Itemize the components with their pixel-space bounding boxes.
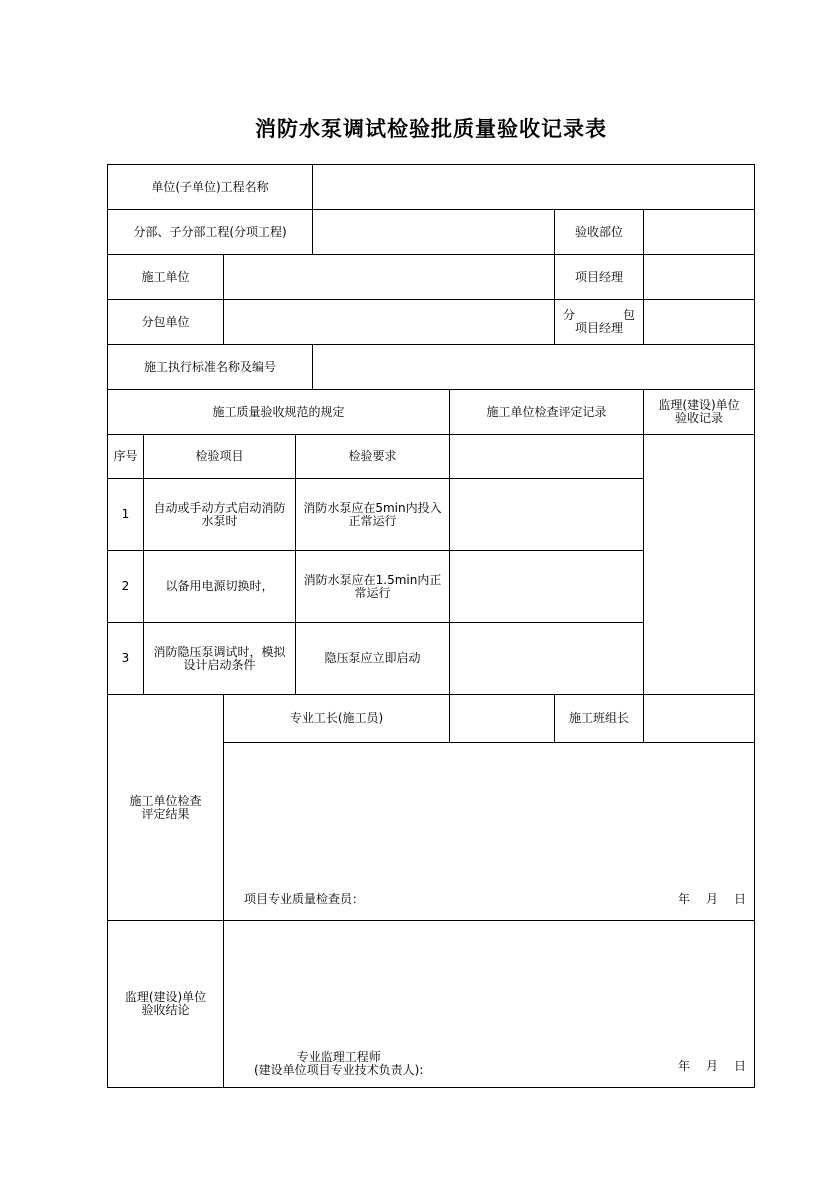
- form-title: 消防水泵调试检验批质量验收记录表: [255, 116, 607, 141]
- contractor-record-header-blank[interactable]: [450, 435, 644, 479]
- date-day: 日: [733, 892, 746, 906]
- subcontract-unit-label: 分包单位: [108, 300, 224, 345]
- conclusion-label: [108, 921, 224, 1088]
- conclusion-label-2: 验收结论: [141, 1003, 190, 1017]
- item-contractor-record[interactable]: [450, 551, 644, 623]
- supervisor-record-label: [644, 390, 755, 435]
- project-manager-label: 项目经理: [555, 255, 644, 300]
- date-year: 年: [677, 1059, 690, 1073]
- foreman-value[interactable]: [450, 695, 555, 743]
- item-requirement-line-2: 正常运行: [348, 513, 397, 528]
- check-result-label-1: 施工单位检查: [129, 793, 202, 808]
- supervisor-record-label-2: 验收记录: [674, 411, 723, 425]
- row-division: [108, 210, 755, 255]
- item-no: 2: [108, 551, 144, 623]
- item-requirement: [296, 623, 450, 695]
- item-name-line-2: 水泵时: [201, 513, 238, 528]
- conclusion-area[interactable]: [224, 921, 755, 1088]
- conclusion-label-1: 监理(建设)单位: [124, 990, 207, 1004]
- subcontract-pm-label: [555, 300, 644, 345]
- acceptance-part-label: 验收部位: [555, 210, 644, 255]
- division-value[interactable]: [313, 210, 555, 255]
- foreman-label: 专业工长(施工员): [224, 695, 450, 743]
- subcontract-unit-value[interactable]: [224, 300, 555, 345]
- unit-project-value[interactable]: [313, 165, 755, 210]
- item-name: [144, 479, 296, 551]
- item-name-line-1: 消防隐压泵调试时，模拟: [153, 644, 286, 659]
- item-no: 3: [108, 623, 144, 695]
- supervising-engineer-label-2: (建设单位项目专业技术负责人):: [254, 1063, 424, 1077]
- subcontract-pm-label-2: 项目经理: [574, 321, 623, 335]
- team-leader-value[interactable]: [644, 695, 755, 743]
- spec-label: 施工质量验收规范的规定: [108, 390, 450, 435]
- subcontract-pm-label-1a: 分: [563, 308, 576, 322]
- supervisor-record-value[interactable]: [644, 435, 755, 695]
- row-subcontract-unit: [108, 300, 755, 345]
- col-header-requirement: 检验要求: [296, 435, 450, 479]
- row-unit-project: [108, 165, 755, 210]
- supervisor-record-label-1: 监理(建设)单位: [658, 398, 740, 412]
- standard-value[interactable]: [313, 345, 755, 390]
- item-name-line-2: 设计启动条件: [183, 657, 256, 672]
- acceptance-form-table: [107, 164, 755, 1088]
- item-requirement-line-2: 常运行: [354, 585, 391, 600]
- row-check-signers: [108, 695, 755, 743]
- subcontract-pm-label-1b: 包: [622, 308, 635, 322]
- acceptance-part-value[interactable]: [644, 210, 755, 255]
- col-header-item: 检验项目: [144, 435, 296, 479]
- item-name: [144, 551, 296, 623]
- conclusion-date: [662, 1060, 746, 1073]
- item-no: 1: [108, 479, 144, 551]
- row-construction-unit: [108, 255, 755, 300]
- construction-unit-value[interactable]: [224, 255, 555, 300]
- row-section-headers: [108, 390, 755, 435]
- unit-project-label: 单位(子单位)工程名称: [108, 165, 313, 210]
- item-requirement: [296, 479, 450, 551]
- supervising-engineer-label: [254, 1051, 423, 1077]
- item-contractor-record[interactable]: [450, 623, 644, 695]
- item-name: [144, 623, 296, 695]
- date-year: 年: [677, 892, 690, 906]
- row-conclusion: [108, 921, 755, 1088]
- project-manager-value[interactable]: [644, 255, 755, 300]
- construction-unit-label: 施工单位: [108, 255, 224, 300]
- item-requirement-line-1: 消防水泵应在5min内投入: [303, 500, 442, 515]
- date-month: 月: [705, 1059, 718, 1073]
- check-date: [662, 893, 746, 906]
- item-name-line-1: 以备用电源切换时，: [165, 579, 274, 593]
- row-standard: [108, 345, 755, 390]
- item-requirement-line-1: 隐压泵应立即启动: [324, 651, 421, 665]
- item-requirement: [296, 551, 450, 623]
- row-column-headers: [108, 435, 755, 479]
- col-header-no: 序号: [108, 435, 144, 479]
- standard-label: 施工执行标准名称及编号: [108, 345, 313, 390]
- check-result-area[interactable]: [224, 743, 755, 921]
- supervising-engineer-label-1: 专业监理工程师: [296, 1050, 381, 1064]
- check-result-label-2: 评定结果: [141, 806, 190, 821]
- team-leader-label: 施工班组长: [555, 695, 644, 743]
- item-requirement-line-1: 消防水泵应在1.5min内正: [303, 572, 442, 587]
- subcontract-pm-value[interactable]: [644, 300, 755, 345]
- quality-inspector-label: 项目专业质量检查员：: [244, 892, 365, 906]
- date-month: 月: [705, 892, 718, 906]
- date-day: 日: [733, 1059, 746, 1073]
- item-contractor-record[interactable]: [450, 479, 644, 551]
- division-label: 分部、子分部工程(分项工程): [108, 210, 313, 255]
- check-result-label: [108, 695, 224, 921]
- item-name-line-1: 自动或手动方式启动消防: [153, 500, 286, 515]
- contractor-record-label: 施工单位检查评定记录: [450, 390, 644, 435]
